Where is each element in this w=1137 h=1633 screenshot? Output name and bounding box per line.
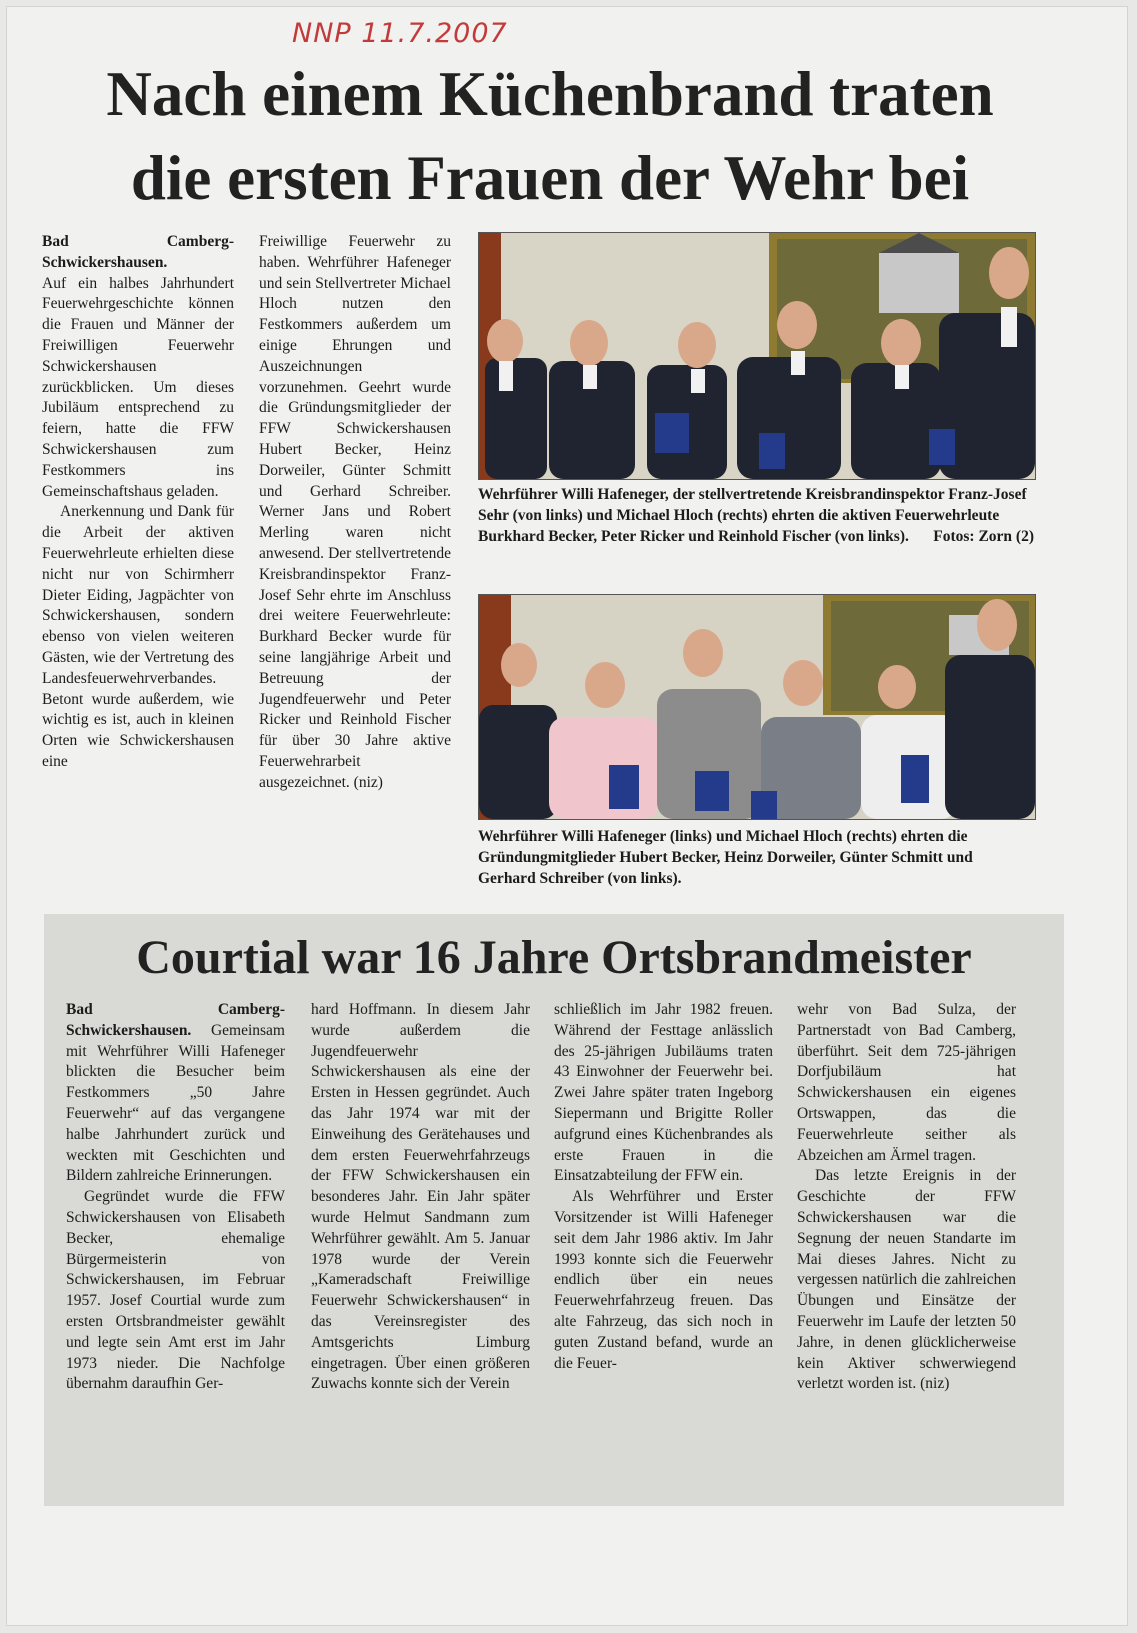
article2-col3-paragraph1: schließlich im Jahr 1982 freuen. Während der Festtage anlässlich des 25-jährigen Jubiläums traten 43 Einwohner der Feuerwehr bei. Zwei Jahre später traten Ingeborg Siepermann und Brigitte Roller aufgrund eines Küchenbrandes als erste Frauen in die Einsatzabteilung der FFW ein. xyxy=(554,1001,773,1185)
article1-headline-line1: Nach einem Küchenbrand traten xyxy=(106,59,994,129)
article2-headline: Courtial war 16 Jahre Ortsbrandmeister xyxy=(136,931,972,984)
photo1-caption xyxy=(478,485,1034,547)
article2-column1 xyxy=(66,1000,285,1395)
photo2-caption: Wehrführer Willi Hafeneger (links) und Michael Hloch (rechts) ehrten die Gründungmitglieder Hubert Becker, Heinz Dorweiler, Günter Schmitt und Gerhard Schreiber (von links). xyxy=(478,828,973,887)
article2-dateline: Bad Camberg-Schwickershausen. xyxy=(66,1001,285,1039)
article2-column2 xyxy=(311,1000,530,1395)
article1-col2-paragraph1: Freiwillige Feuerwehr zu haben. Wehrführer Hafeneger und sein Stellvertreter Michael Hloch nutzen den Festkommers außerdem um einige Ehrungen und Auszeichnungen vorzunehmen. Geehrt wurde die Gründungsmitglieder der FFW Schwickershausen Hubert Becker, Heinz Dorweiler, Günter Schmitt und Gerhard Schreiber. Werner Jans und Robert Merling waren nicht anwesend. Der stellvertretende Kreisbrandinspektor Franz-Josef Sehr ehrte im Anschluss drei weitere Feuerwehrleute: Burkhard Becker wurde für seine langjährige Arbeit und Betreuung der Jugendfeuerwehr und Peter Ricker und Reinhold Fischer für über 30 Jahre aktive Feuerwehrarbeit ausgezeichnet. (niz) xyxy=(259,233,451,791)
article1-col1-paragraph1: Auf ein halbes Jahrhundert Feuerwehrgeschichte können die Frauen und Männer der Freiwilligen Feuerwehr Schwickershausen zurückblicken. Um dieses Jubiläum entsprechend zu feiern, hatte die FFW Schwickershausen zum Festkommers ins Gemeinschaftshaus geladen. xyxy=(42,274,234,500)
handwritten-source-note: NNP 11.7.2007 xyxy=(292,18,508,49)
article1-column1 xyxy=(42,232,234,773)
article2-col2-paragraph1: hard Hoffmann. In diesem Jahr wurde außerdem die Jugendfeuerwehr Schwickershausen als eine der Ersten in Hessen gegründet. Auch das Jahr 1974 war mit der Einweihung des Gerätehauses und dem ersten Feuerwehrfahrzeugs der FFW Schwickershausen ein besonderes Jahr. Ein Jahr später wurde Helmut Sandmann zum Wehrführer gewählt. Am 5. Januar 1978 wurde der Verein „Kameradschaft Freiwillige Feuerwehr Schwickershausen“ in das Vereinsregister des Amtsgerichts Limburg eingetragen. Über einen größeren Zuwachs konnte sich der Verein xyxy=(311,1001,530,1393)
article1-headline xyxy=(20,52,1080,220)
article1-headline-line2: die ersten Frauen der Wehr bei xyxy=(130,143,970,213)
article1-column2 xyxy=(259,232,451,794)
article2-col3-paragraph2: Als Wehrführer und Erster Vorsitzender ist Willi Hafeneger seit dem Jahr 1986 aktiv. Im Jahr 1993 konnte sich die Feuerwehr endlich über ein neues Feuerwehrfahrzeug freuen. Das alte Fahrzeug, das sich noch in guten Zustand befand, wurde an die Feuer- xyxy=(554,1188,773,1372)
article2-column3 xyxy=(554,1000,773,1374)
article2-col4-paragraph2: Das letzte Ereignis in der Geschichte der FFW Schwickershausen war die Segnung der neuen Standarte im Mai dieses Jahres. Nicht zu vergessen natürlich die zahlreichen Übungen und Einsätze der Feuerwehr im Laufe der letzten 50 Jahre, in denen glücklicherweise kein Aktiver schwerwiegend verletzt worden ist. (niz) xyxy=(797,1167,1016,1393)
article2-column4 xyxy=(797,1000,1016,1395)
article2-col1-paragraph2: Gegründet wurde die FFW Schwickershausen von Elisabeth Becker, ehemalige Bürgermeisterin von Schwickershausen, im Februar 1957. Josef Courtial wurde zum ersten Ortsbrandmeister gewählt und legte sein Amt erst im Jahr 1973 nieder. Die Nachfolge übernahm daraufhin Ger- xyxy=(66,1188,285,1393)
photo1-caption-text: Wehrführer Willi Hafeneger, der stellvertretende Kreisbrandinspektor Franz-Josef Sehr (von links) und Michael Hloch (rechts) ehrten die aktiven Feuerwehrleute Burkhard Becker, Peter Ricker und Reinhold Fischer (von links). xyxy=(478,486,1027,545)
photo-credit: Fotos: Zorn (2) xyxy=(933,527,1034,545)
article1-col1-paragraph2: Anerkennung und Dank für die Arbeit der aktiven Feuerwehrleute erhielten diese nicht nur von Schirmherr Dieter Eiding, Jagpächter von Schwickershausen, sondern ebenso von vielen weiteren Gästen, wie der Vertretung des Landesfeuerwehrverbandes. Betont wurde außerdem, wie wichtig es ist, auch in kleinen Orten wie Schwickershausen eine xyxy=(42,503,234,770)
photo-honored-founding-members xyxy=(478,594,1036,820)
article2-col4-paragraph1: wehr von Bad Sulza, der Partnerstadt von Bad Camberg, überführt. Seit dem 725-jährigen Dorfjubiläum hat Schwickershausen ein eigenes Ortswappen, das die Feuerwehrleute seither als Abzeichen am Ärmel tragen. xyxy=(797,1001,1016,1164)
photo-honored-active-firefighters xyxy=(478,232,1036,480)
article2-col1-paragraph1: Gemeinsam mit Wehrführer Willi Hafeneger blickten die Besucher beim Festkommers „50 Jahre Feuerwehr“ auf das vergangene halbe Jahrhundert zurück und weckten mit Geschichten und Bildern zahlreiche Erinnerungen. xyxy=(66,1021,285,1185)
article1-dateline: Bad Camberg-Schwickershausen. xyxy=(42,233,234,271)
